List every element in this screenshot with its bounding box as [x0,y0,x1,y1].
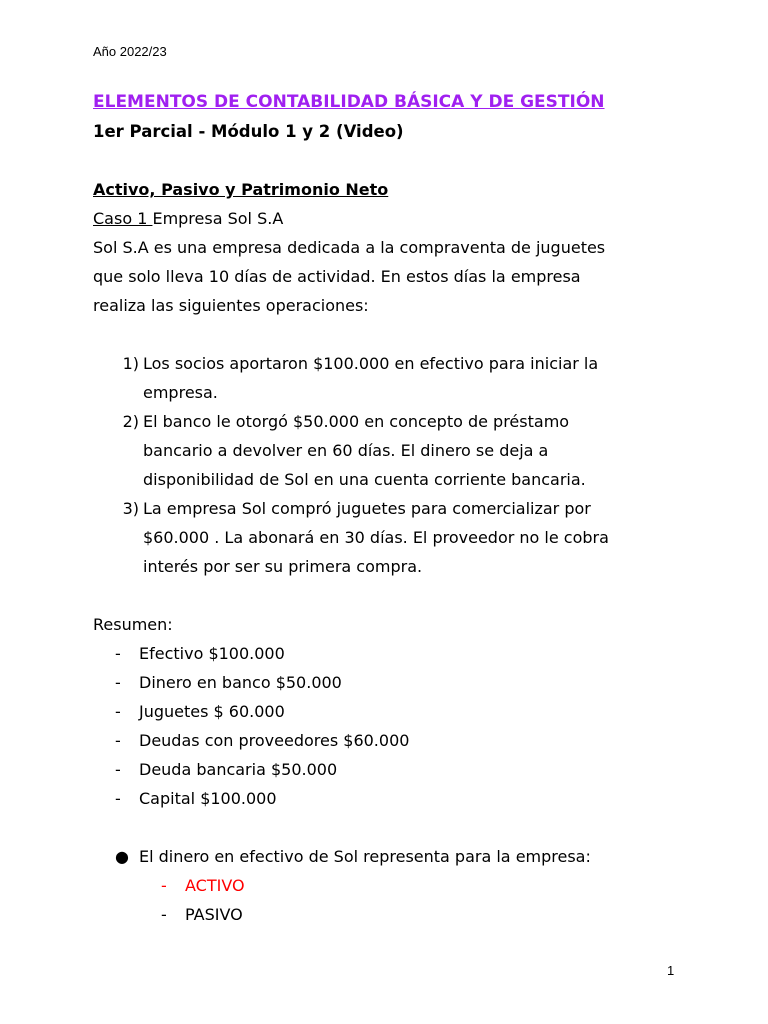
summary-label: Resumen: [93,615,173,634]
document-body [93,88,693,929]
list-item: - Deuda bancaria $50.000 [93,755,693,784]
list-item [93,349,693,407]
item-text: Los socios aportaron $100.000 en efectivo para iniciar la [143,354,599,373]
item-number: 2) [122,412,139,431]
answer-options [93,871,693,929]
operations-list [93,349,693,581]
option-pasivo: - PASIVO [161,900,693,929]
list-item: - Efectivo $100.000 [93,639,693,668]
item-text: El banco le otorgó $50.000 en concepto de préstamo [143,412,570,431]
case-name: Empresa Sol S.A [152,209,284,228]
document-subtitle: 1er Parcial - Módulo 1 y 2 (Video) [93,122,404,141]
item-number: 3) [122,499,139,518]
summary-item: Efectivo $100.000 [139,644,285,663]
case-label: Caso 1 [93,209,153,228]
list-item [93,407,693,494]
section-heading: Activo, Pasivo y Patrimonio Neto [93,180,389,199]
summary-item: Capital $100.000 [139,789,277,808]
list-item: - Deudas con proveedores $60.000 [93,726,693,755]
option-label: ACTIVO [185,876,245,895]
summary-item: Deudas con proveedores $60.000 [139,731,410,750]
item-text: interés por ser su primera compra. [143,557,423,576]
document-title: ELEMENTOS DE CONTABILIDAD BÁSICA Y DE GESTIÓN [93,92,605,112]
item-text: empresa. [143,383,218,402]
summary-item: Deuda bancaria $50.000 [139,760,338,779]
year-header: Año 2022/23 [93,44,167,59]
option-activo: - ACTIVO [161,871,693,900]
item-text: La empresa Sol compró juguetes para comercializar por [143,499,591,518]
intro-line: que solo lleva 10 días de actividad. En estos días la empresa [93,267,581,286]
question-item [93,842,693,871]
list-item [93,494,693,581]
item-text: disponibilidad de Sol en una cuenta corriente bancaria. [143,470,586,489]
summary-item: Dinero en banco $50.000 [139,673,342,692]
bullet-icon: ● [115,847,129,866]
intro-line: Sol S.A es una empresa dedicada a la compraventa de juguetes [93,238,606,257]
summary-list [93,639,693,813]
option-label: PASIVO [185,905,243,924]
summary-item: Juguetes $ 60.000 [139,702,285,721]
page-number: 1 [667,963,675,978]
list-item: - Dinero en banco $50.000 [93,668,693,697]
case-heading [93,204,693,233]
item-text: bancario a devolver en 60 días. El dinero se deja a [143,441,549,460]
question-text: El dinero en efectivo de Sol representa para la empresa: [139,847,591,866]
list-item: - Juguetes $ 60.000 [93,697,693,726]
intro-line: realiza las siguientes operaciones: [93,296,369,315]
item-number: 1) [122,354,139,373]
item-text: $60.000 . La abonará en 30 días. El proveedor no le cobra [143,528,609,547]
list-item: - Capital $100.000 [93,784,693,813]
